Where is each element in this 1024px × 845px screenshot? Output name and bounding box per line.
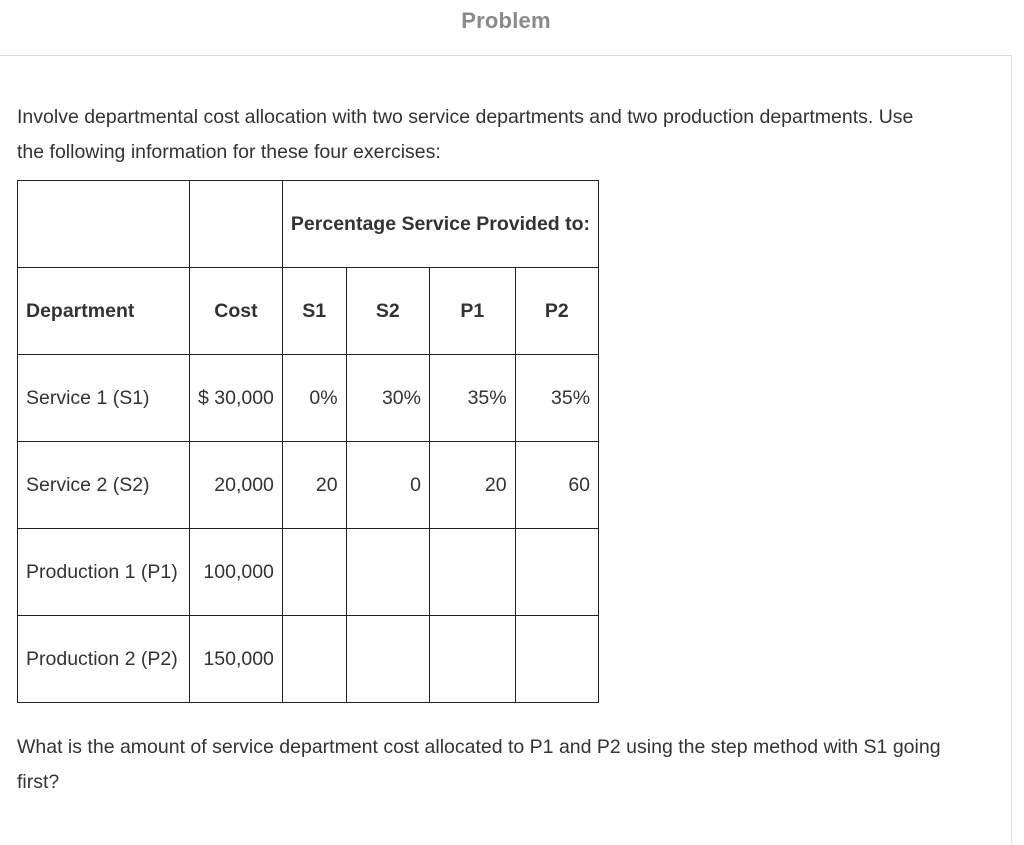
header-p2: P2: [515, 268, 598, 355]
empty-corner-cell: [18, 181, 190, 268]
cost-allocation-table: [17, 180, 599, 703]
cell-s1: [282, 616, 346, 703]
cell-cost: 150,000: [190, 616, 283, 703]
cell-cost: 20,000: [190, 442, 283, 529]
table-header-row: [18, 268, 599, 355]
cell-p1: [429, 616, 515, 703]
cell-s2: 0: [346, 442, 429, 529]
cell-department: Service 2 (S2): [18, 442, 190, 529]
cell-s1: 20: [282, 442, 346, 529]
cell-p2: 35%: [515, 355, 598, 442]
cell-p2: [515, 529, 598, 616]
cell-s2: [346, 616, 429, 703]
cell-department: Production 2 (P2): [18, 616, 190, 703]
right-divider: [1011, 55, 1012, 845]
header-cost: Cost: [190, 268, 283, 355]
cell-s1: [282, 529, 346, 616]
cell-p1: [429, 529, 515, 616]
table-row: [18, 616, 599, 703]
cell-cost: 100,000: [190, 529, 283, 616]
cell-p2: 60: [515, 442, 598, 529]
cell-p1: 35%: [429, 355, 515, 442]
header-s1: S1: [282, 268, 346, 355]
cell-s1: 0%: [282, 355, 346, 442]
percentage-group-header: Percentage Service Provided to:: [282, 181, 598, 268]
problem-header: [0, 0, 1012, 56]
cell-p1: 20: [429, 442, 515, 529]
header-p1: P1: [429, 268, 515, 355]
empty-corner-cell: [190, 181, 283, 268]
table-row: [18, 442, 599, 529]
cell-p2: [515, 616, 598, 703]
cell-cost: $ 30,000: [190, 355, 283, 442]
table-row: [18, 355, 599, 442]
question-paragraph: What is the amount of service department cost allocated to P1 and P2 using the step method with S1 going first?: [17, 736, 941, 793]
cell-department: Production 1 (P1): [18, 529, 190, 616]
cell-s2: 30%: [346, 355, 429, 442]
table-group-header-row: [18, 181, 599, 268]
page-title: Problem: [461, 8, 551, 33]
header-s2: S2: [346, 268, 429, 355]
intro-paragraph: Involve departmental cost allocation with two service departments and two production departments. Use the following information for these four exercises:: [17, 106, 914, 163]
table-row: [18, 529, 599, 616]
cell-department: Service 1 (S1): [18, 355, 190, 442]
cell-s2: [346, 529, 429, 616]
header-department: Department: [18, 268, 190, 355]
